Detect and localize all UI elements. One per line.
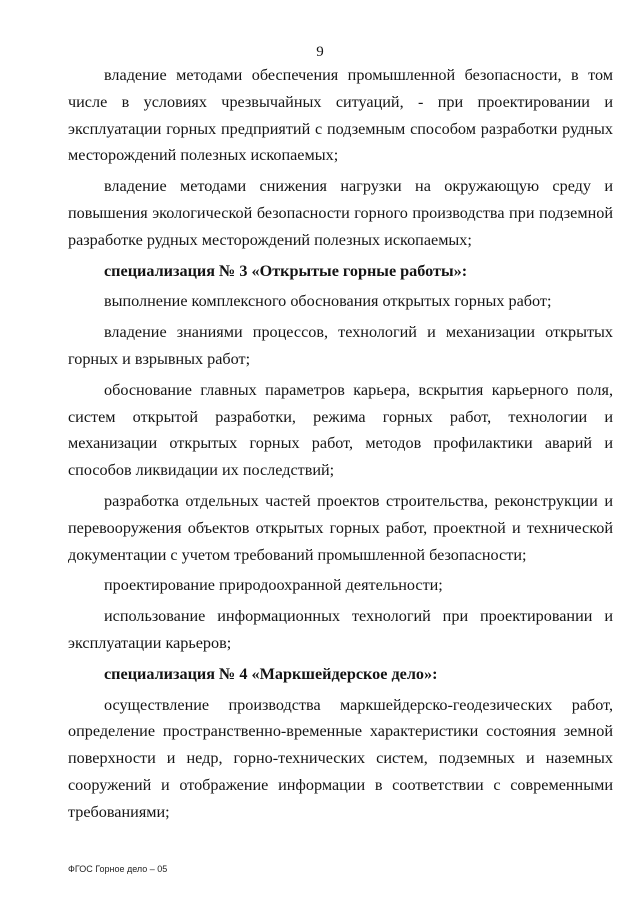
- footer-document-code: ФГОС Горное дело – 05: [68, 864, 168, 874]
- paragraph-environmental-safety: владение методами снижения нагрузки на окружающую среду и повышения экологической безопасности горного производства при подземной разработке рудных месторождений полезных ископаемых;: [68, 177, 613, 249]
- document-body: [68, 62, 613, 830]
- heading-specialization-3: специализация № 3 «Открытые горные работы»:: [104, 261, 468, 280]
- paragraph-environmental-design: проектирование природоохранной деятельности;: [104, 576, 443, 595]
- paragraph-comprehensive-justification: выполнение комплексного обоснования открытых горных работ;: [104, 292, 552, 311]
- paragraph-project-development: разработка отдельных частей проектов строительства, реконструкции и перевооружения объектов открытых горных работ, проектной и технической документации с учетом требований промышленной безопасности;: [68, 491, 613, 564]
- paragraph-surveying-production: осуществление производства маркшейдерско-геодезических работ, определение пространственно-временные характеристики состояния земной поверхности и недр, горно-технических систем, подземных и наземных сооружений и отображение информации в соответствии с современными требованиями;: [68, 695, 613, 821]
- heading-specialization-4: специализация № 4 «Маркшейдерское дело»:: [104, 664, 438, 683]
- paragraph-process-knowledge: владение знаниями процессов, технологий и механизации открытых горных и взрывных работ;: [68, 323, 613, 368]
- paragraph-quarry-parameters: обоснование главных параметров карьера, вскрытия карьерного поля, систем открытой разработки, режима горных работ, технологии и механизации открытых горных работ, методов профилактики аварий и способов ликвидации их последствий;: [68, 380, 613, 480]
- paragraph-information-technologies: использование информационных технологий при проектировании и эксплуатации карьеров;: [68, 607, 613, 652]
- page-number: 9: [316, 44, 324, 60]
- paragraph-industrial-safety: владение методами обеспечения промышленной безопасности, в том числе в условиях чрезвычайных ситуаций, - при проектировании и эксплуатации горных предприятий с подземным способом разработки рудных месторождений полезных ископаемых;: [68, 66, 613, 165]
